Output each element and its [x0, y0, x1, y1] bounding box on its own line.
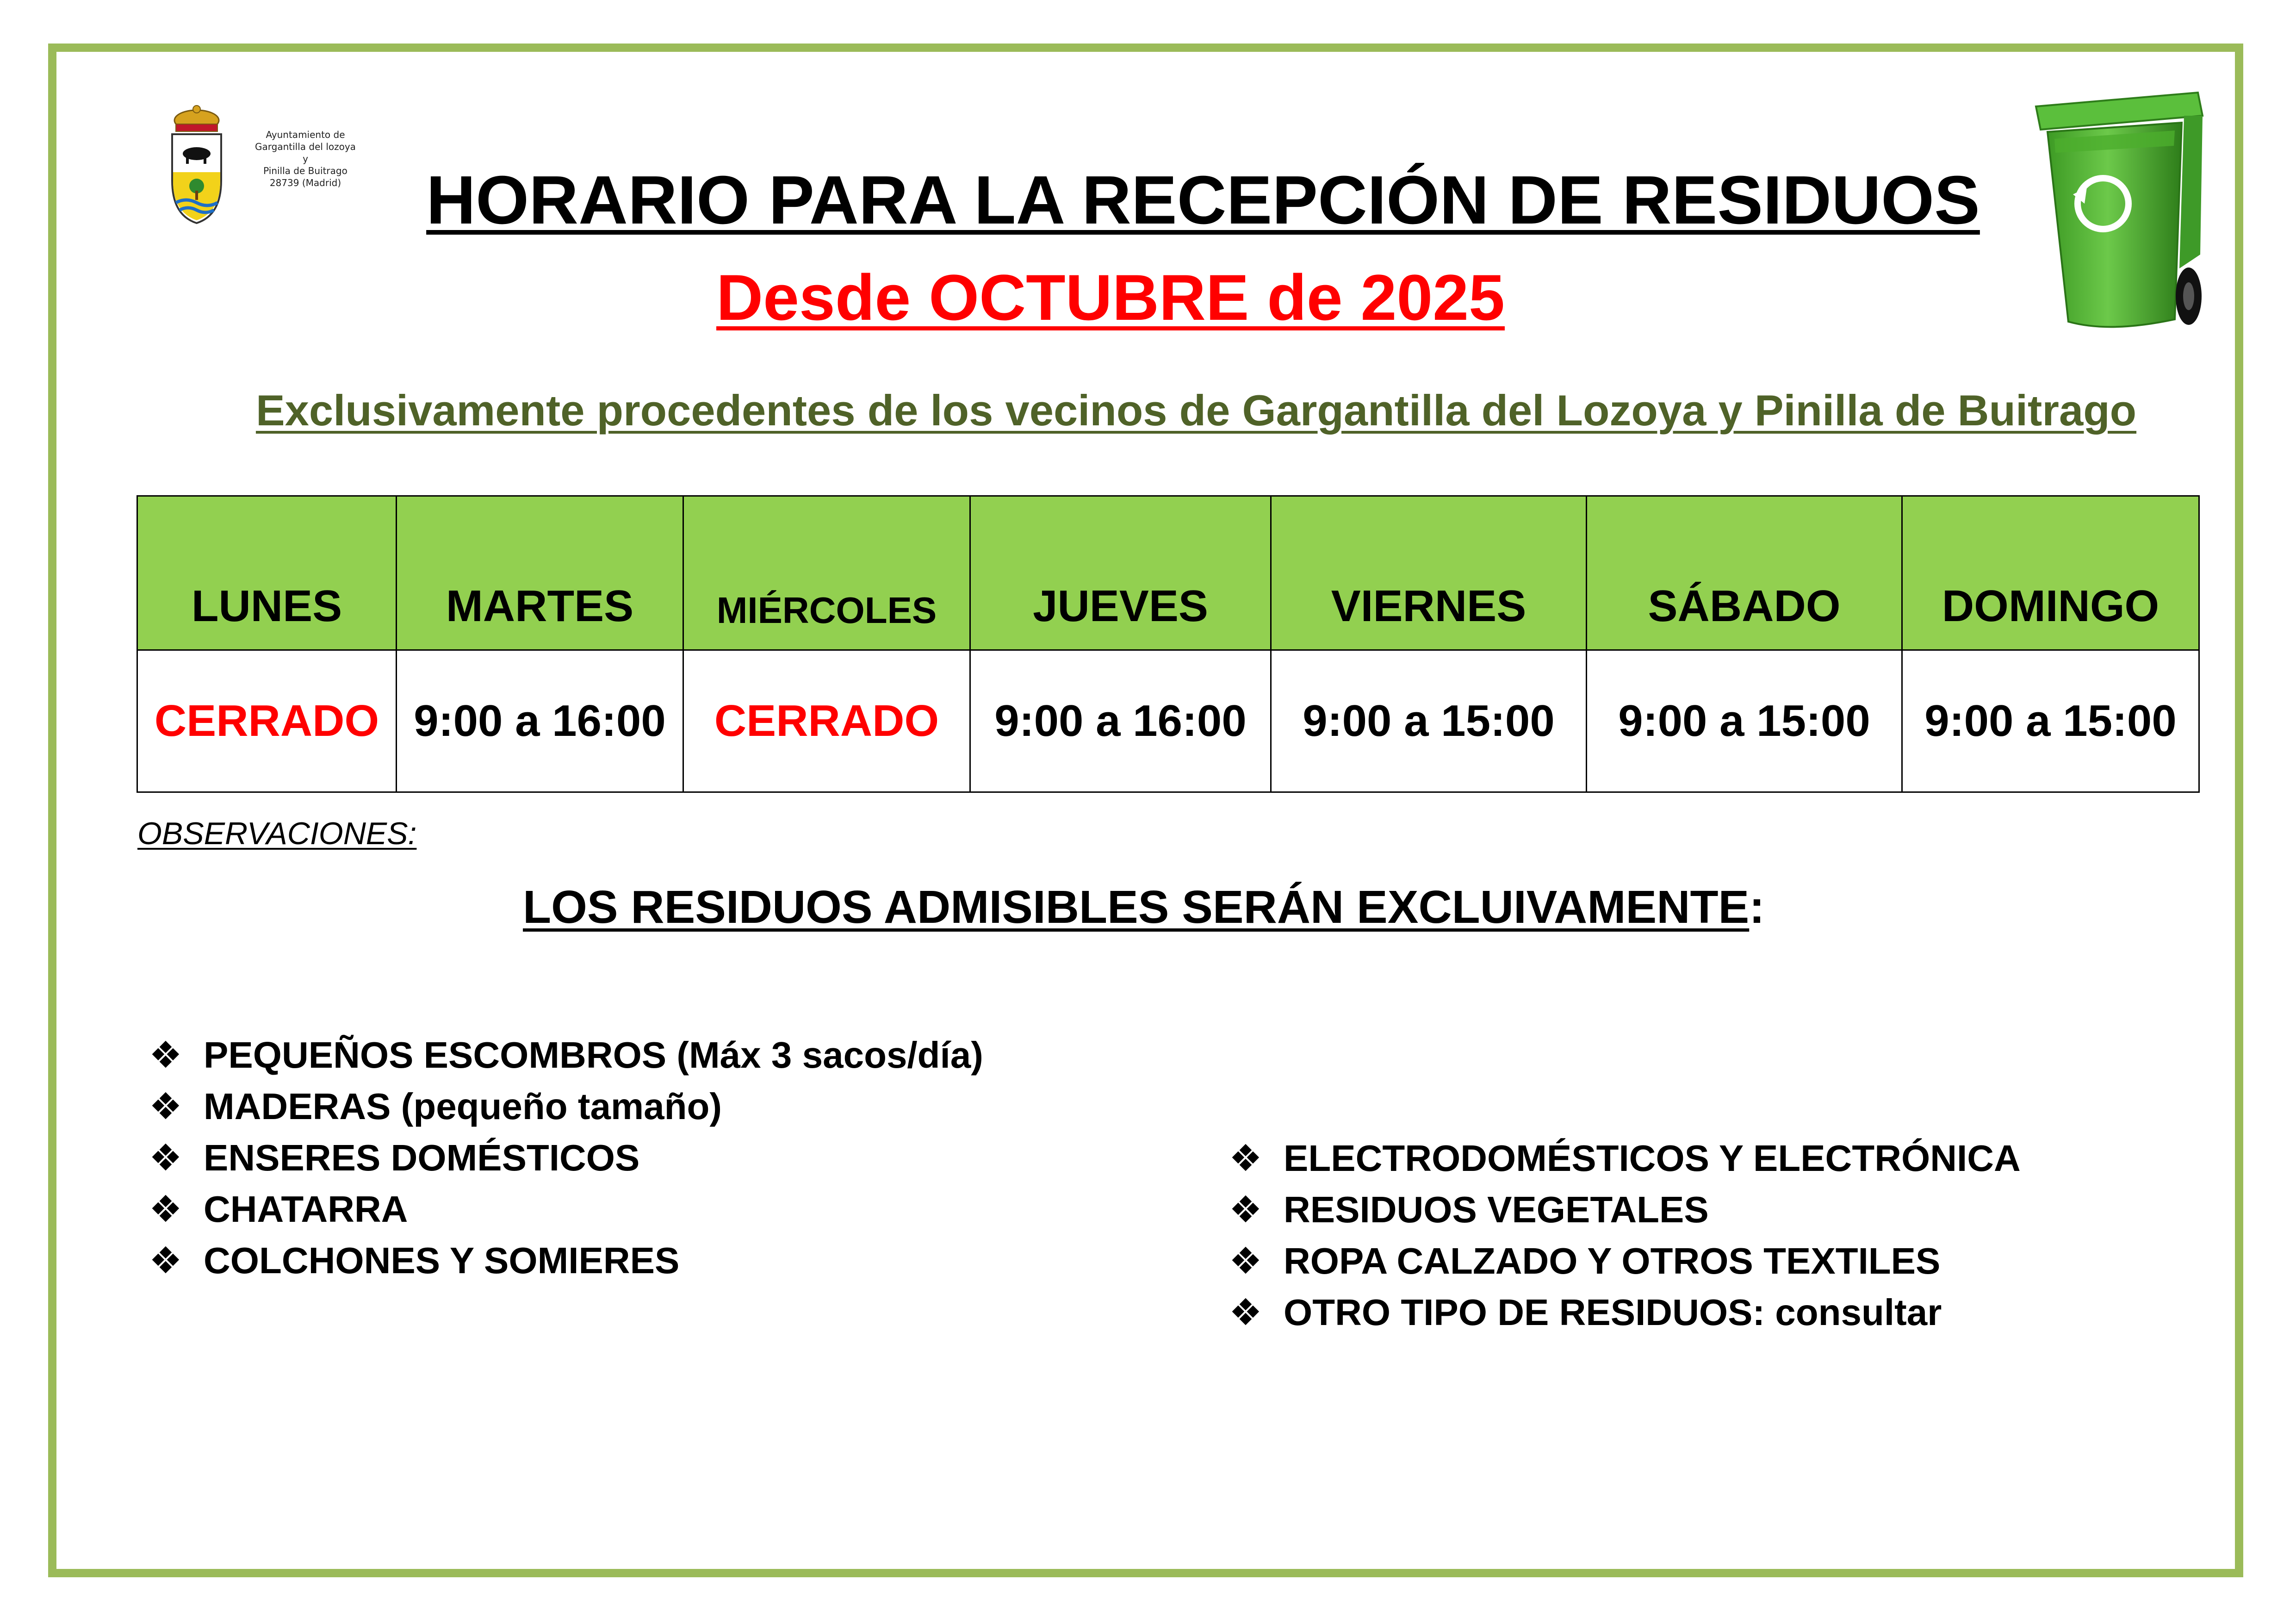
waste-item-label: ELECTRODOMÉSTICOS Y ELECTRÓNICA [1284, 1138, 2021, 1179]
schedule-table [137, 495, 2200, 793]
waste-item-label: ROPA CALZADO Y OTROS TEXTILES [1284, 1240, 1941, 1282]
day-header: SÁBADO [1587, 496, 1902, 650]
municipal-crest-logo [162, 102, 231, 227]
diamond-bullet-icon: ❖ [1229, 1189, 1262, 1230]
waste-item-label: ENSERES DOMÉSTICOS [204, 1137, 640, 1178]
day-header: MARTES [397, 496, 683, 650]
crest-caption-line: Ayuntamiento de [266, 129, 345, 140]
admissible-waste-heading-text: LOS RESIDUOS ADMISIBLES SERÁN EXCLUIVAMENTE [523, 881, 1750, 933]
schedule-header-row [137, 496, 2199, 650]
admissible-waste-heading-colon: : [1749, 881, 1765, 933]
diamond-bullet-icon: ❖ [149, 1240, 182, 1281]
diamond-bullet-icon: ❖ [149, 1188, 182, 1230]
hours-cell: 9:00 a 16:00 [397, 650, 683, 792]
diamond-bullet-icon: ❖ [149, 1137, 182, 1178]
list-item [1229, 1235, 2021, 1287]
diamond-bullet-icon: ❖ [1229, 1292, 1262, 1333]
waste-item-label: OTRO TIPO DE RESIDUOS: consultar [1284, 1292, 1942, 1333]
hours-cell: 9:00 a 16:00 [970, 650, 1271, 792]
day-header: DOMINGO [1902, 496, 2199, 650]
day-header: MIÉRCOLES [683, 496, 970, 650]
list-item [149, 1183, 983, 1235]
crest-caption-line: Pinilla de Buitrago [263, 165, 348, 176]
day-header: LUNES [137, 496, 397, 650]
admissible-waste-heading [523, 879, 1765, 935]
hours-cell: CERRADO [683, 650, 970, 792]
schedule-hours-row [137, 650, 2199, 792]
list-item [149, 1235, 983, 1286]
observations-label: OBSERVACIONES: [137, 816, 417, 851]
crest-caption-line: 28739 (Madrid) [269, 177, 341, 188]
waste-item-label: CHATARRA [204, 1188, 408, 1230]
diamond-bullet-icon: ❖ [1229, 1240, 1262, 1282]
crest-caption-line: Gargantilla del lozoya [255, 141, 356, 152]
day-header: VIERNES [1271, 496, 1587, 650]
hours-cell: 9:00 a 15:00 [1271, 650, 1587, 792]
hours-cell: 9:00 a 15:00 [1902, 650, 2199, 792]
list-item [149, 1029, 983, 1081]
page-title: HORARIO PARA LA RECEPCIÓN DE RESIDUOS [426, 162, 1980, 238]
waste-item-label: MADERAS (pequeño tamaño) [204, 1086, 722, 1127]
day-header: JUEVES [970, 496, 1271, 650]
diamond-bullet-icon: ❖ [149, 1034, 182, 1076]
hours-cell: 9:00 a 15:00 [1587, 650, 1902, 792]
diamond-bullet-icon: ❖ [149, 1086, 182, 1127]
list-item [149, 1132, 983, 1183]
diamond-bullet-icon: ❖ [1229, 1138, 1262, 1179]
restriction-note: Exclusivamente procedentes de los vecinos de Gargantilla del Lozoya y Pinilla de Buitrago [255, 386, 2137, 435]
waste-item-label: PEQUEÑOS ESCOMBROS (Máx 3 sacos/día) [204, 1034, 983, 1076]
hours-cell: CERRADO [137, 650, 397, 792]
list-item [1229, 1287, 2021, 1338]
waste-item-label: RESIDUOS VEGETALES [1284, 1189, 1709, 1230]
page-subtitle: Desde OCTUBRE de 2025 [716, 261, 1505, 334]
waste-list-right [1229, 1132, 2021, 1338]
list-item [1229, 1132, 2021, 1184]
crest-caption-line: y [303, 153, 308, 164]
list-item [149, 1081, 983, 1132]
waste-item-label: COLCHONES Y SOMIERES [204, 1240, 680, 1281]
list-item [1229, 1184, 2021, 1235]
waste-list-left [149, 1029, 983, 1286]
